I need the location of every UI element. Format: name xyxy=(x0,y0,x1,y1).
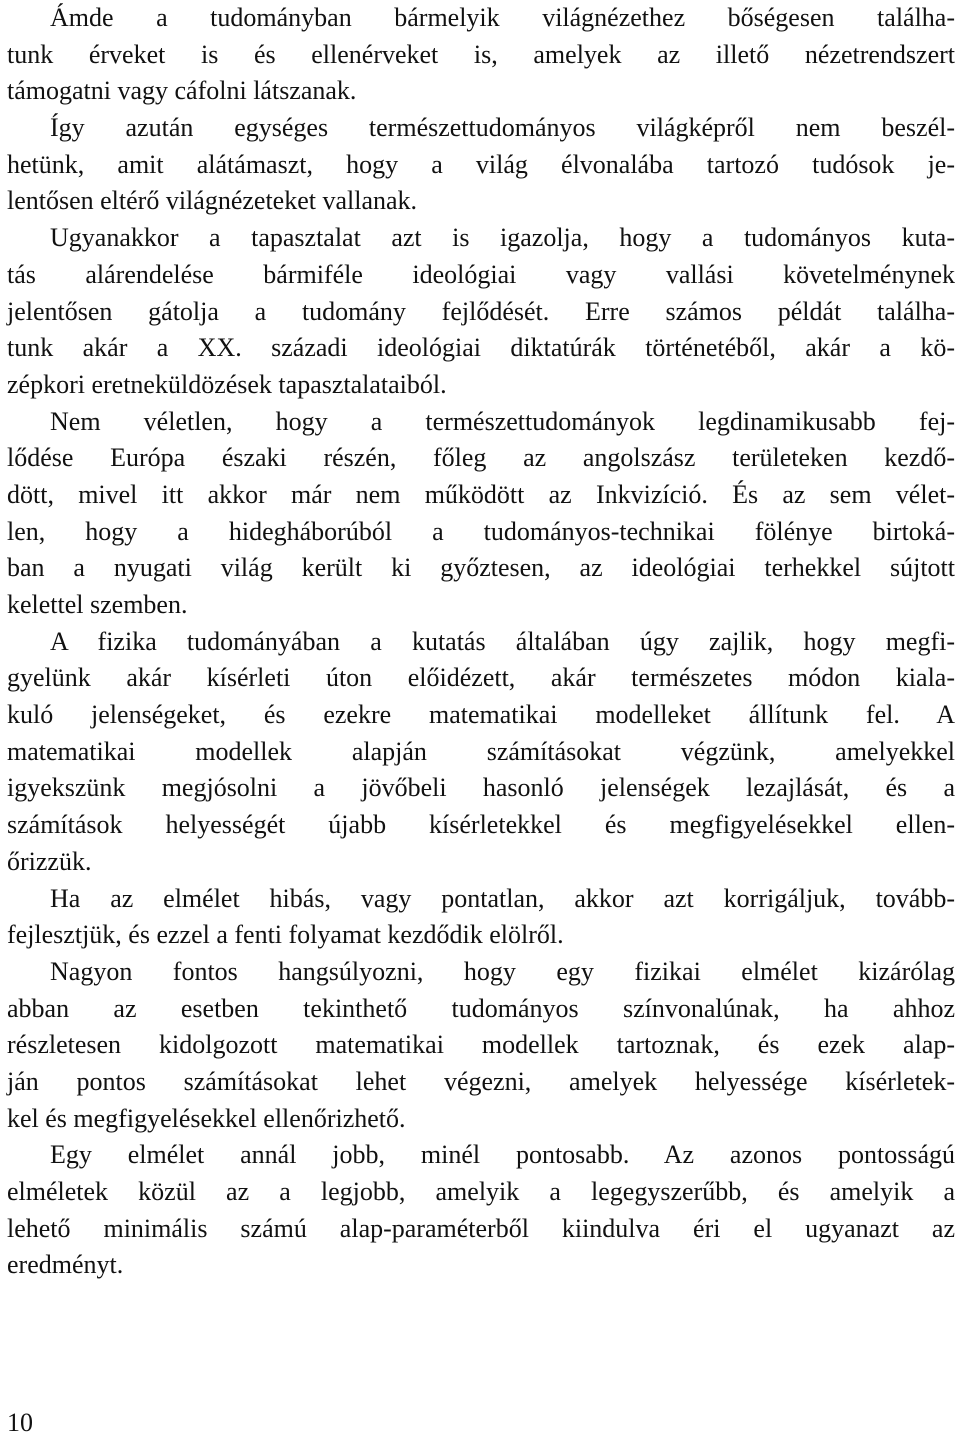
text-line: lődése Európa északi részén, főleg az angolszász területeken kezdő- xyxy=(7,443,955,473)
text-line: jelentősen gátolja a tudomány fejlődését. Erre számos példát találha- xyxy=(7,296,955,326)
text-line: dött, mivel itt akkor már nem működött az Inkvizíció. És az sem vélet- xyxy=(7,479,955,509)
text-line: tunk akár a XX. századi ideológiai diktatúrák történetéből, akár a kö- xyxy=(7,333,955,363)
text-line: kel és megfigyelésekkel ellenőrizhető. xyxy=(7,1103,406,1133)
text-line: őrizzük. xyxy=(7,846,92,876)
text-line: tunk érveket is és ellenérveket is, amelyek az illető nézetrendszert xyxy=(7,39,955,69)
text-line: ban a nyugati világ került ki győztesen, az ideológiai terhekkel sújtott xyxy=(7,553,955,583)
paragraph xyxy=(7,0,955,110)
text-line: ján pontos számításokat lehet végezni, amelyek helyessége kísérletek- xyxy=(7,1066,955,1096)
paragraph xyxy=(7,220,955,403)
text-line: A fizika tudományában a kutatás általában úgy zajlik, hogy megfi- xyxy=(50,626,955,656)
text-line: Egy elmélet annál jobb, minél pontosabb. Az azonos pontosságú xyxy=(50,1140,955,1170)
paragraph xyxy=(7,881,955,954)
paragraph xyxy=(7,110,955,220)
text-line: támogatni vagy cáfolni látszanak. xyxy=(7,76,357,106)
paragraph xyxy=(7,1137,955,1284)
text-line: lentősen eltérő világnézeteket vallanak. xyxy=(7,186,418,216)
text-line: len, hogy a hidegháborúból a tudományos-technikai fölénye birtoká- xyxy=(7,516,955,546)
text-line: abban az esetben tekinthető tudományos színvonalúnak, ha ahhoz xyxy=(7,993,955,1023)
text-line: fejlesztjük, és ezzel a fenti folyamat kezdődik elölről. xyxy=(7,920,564,950)
text-line: Ámde a tudományban bármelyik világnézethez bőségesen találha- xyxy=(50,3,955,32)
text-line: lehető minimális számú alap-paraméterből kiindulva éri el ugyanazt az xyxy=(7,1213,955,1243)
paragraph xyxy=(7,954,955,1137)
text-line: elméletek közül az a legjobb, amelyik a legegyszerűbb, és amelyik a xyxy=(7,1177,955,1206)
text-line: Ugyanakkor a tapasztalat azt is igazolja, hogy a tudományos kuta- xyxy=(50,223,955,253)
text-line: kuló jelenségeket, és ezekre matematikai modelleket állítunk fel. A xyxy=(7,700,955,730)
text-line: igyekszünk megjósolni a jövőbeli hasonló jelenségek lezajlását, és a xyxy=(7,773,955,803)
body-text xyxy=(7,0,955,1284)
text-line: hetünk, amit alátámaszt, hogy a világ élvonalába tartozó tudósok je- xyxy=(7,149,955,179)
text-line: zépkori eretneküldözések tapasztalataiból. xyxy=(7,369,447,399)
text-line: eredményt. xyxy=(7,1250,124,1280)
paragraph xyxy=(7,404,955,624)
page-number: 10 xyxy=(7,1408,33,1437)
text-line: Ha az elmélet hibás, vagy pontatlan, akkor azt korrigáljuk, tovább- xyxy=(50,883,955,913)
text-line: számítások helyességét újabb kísérletekkel és megfigyelésekkel ellen- xyxy=(7,810,955,840)
text-line: matematikai modellek alapján számításokat végzünk, amelyekkel xyxy=(7,736,955,766)
text-line: Nagyon fontos hangsúlyozni, hogy egy fizikai elmélet kizárólag xyxy=(50,956,955,986)
text-line: Nem véletlen, hogy a természettudományok legdinamikusabb fej- xyxy=(50,406,955,436)
text-line: Így azután egységes természettudományos világképről nem beszél- xyxy=(50,113,955,143)
text-line: tás alárendelése bármiféle ideológiai vagy vallási követelménynek xyxy=(7,259,955,289)
paragraph xyxy=(7,624,955,881)
text-line: részletesen kidolgozott matematikai modellek tartoznak, és ezek alap- xyxy=(7,1030,955,1060)
text-line: kelettel szemben. xyxy=(7,590,188,619)
text-line: gyelünk akár kísérleti úton előidézett, akár természetes módon kiala- xyxy=(7,663,955,693)
